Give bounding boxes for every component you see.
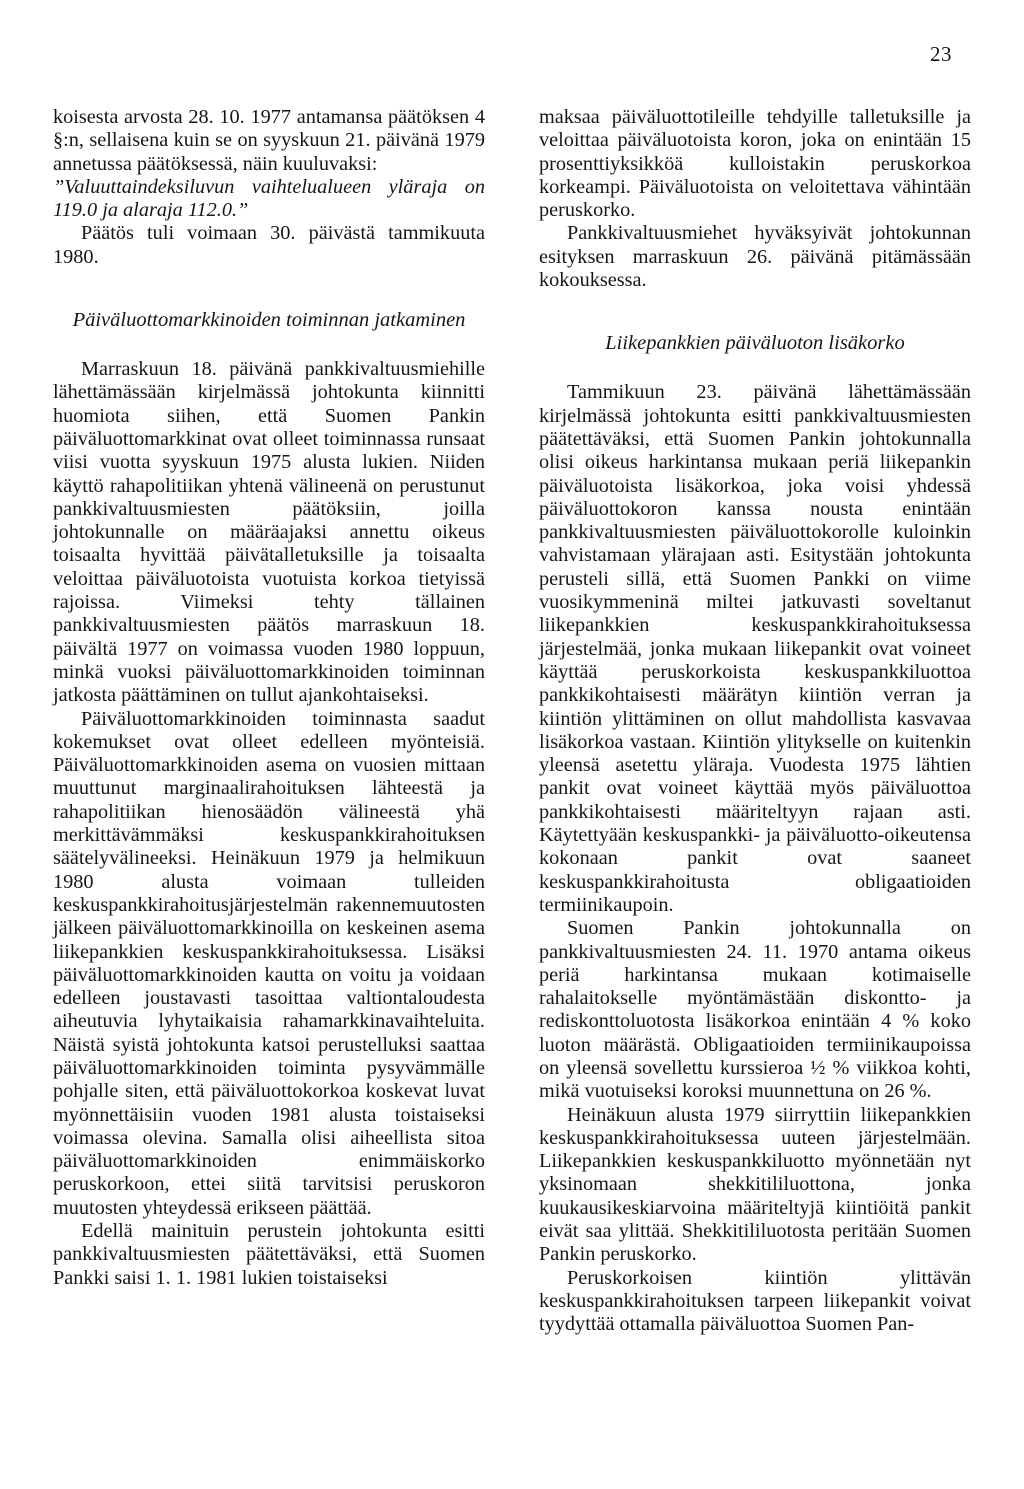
right-column — [539, 106, 971, 1337]
right-intro-paragraph-2: Pankkivaltuusmiehet hyväksyivät johtokunnan esityksen marraskuun 26. päivänä pitämässään kokouksessa. — [539, 222, 971, 292]
left-intro-paragraph: koisesta arvosta 28. 10. 1977 antamansa päätöksen 4 §:n, sellaisena kuin se on syyskuun 21. päivänä 1979 annetussa päätöksessä, näin kuuluvaksi: — [53, 106, 485, 175]
section-heading-left: Päiväluottomarkkinoiden toiminnan jatkaminen — [72, 309, 466, 332]
left-column — [53, 106, 485, 1290]
left-intro-quote: ”Valuuttaindeksiluvun vaihtelualueen yläraja on 119.0 ja alaraja 112.0.” — [53, 175, 485, 222]
right-section-paragraph-2: Suomen Pankin johtokunnalla on pankkivaltuusmiesten 24. 11. 1970 antama oikeus periä harkintansa mukaan kotimaiselle rahalaitokselle myöntämästään diskontto- ja rediskonttoluotosta lisäkorkoa enintään 4 % koko luoton määrästä. Obligaatioiden termiinikaupoissa on yleensä sovellettu kurssieroa ½ % viikkoa kohti, mikä vuotuiseksi koroksi muunnettuna on 26 %. — [539, 917, 971, 1103]
section-heading-right: Liikepankkien päiväluoton lisäkorko — [605, 332, 905, 355]
right-intro-paragraph: maksaa päiväluottotileille tehdyille talletuksille ja veloittaa päiväluotoista koron, joka on enintään 15 prosenttiyksikköä kulloistakin peruskorkoa korkeampi. Päiväluotoista on veloitettava vähintään peruskorko. — [539, 106, 971, 222]
page-number: 23 — [930, 42, 952, 66]
right-section-paragraph-1: Tammikuun 23. päivänä lähettämässään kirjelmässä johtokunta esitti pankkivaltuusmiesten päätettäväksi, että Suomen Pankin johtokunnalla olisi oikeus harkintansa mukaan periä liikepankin päiväluotoista lisäkorkoa, joka voisi yhdessä päiväluottokoron kanssa nousta enintään pankkivaltuusmiesten päiväluottokorolle kuloinkin vahvistamaan ylärajaan asti. Esitystään johtokunta perusteli sillä, että Suomen Pankki on viime vuosikymmeninä miltei jatkuvasti soveltanut liikepankkien keskuspankkirahoituksessa järjestelmää, jonka mukaan liikepankit ovat voineet käyttää peruskorkoista keskuspankkiluottoa pankkikohtaisesti määrätyn kiintiön verran ja kiintiön ylittäminen on ollut mahdollista kasvavaa lisäkorkoa vastaan. Kiintiön ylitykselle on kuitenkin yleensä asetettu yläraja. Vuodesta 1975 lähtien pankit ovat voineet käyttää myös päiväluottoa pankkikohtaisesti määriteltyyn rajaan asti. Käytettyään keskuspankki- ja päiväluotto-oikeutensa kokonaan pankit ovat saaneet keskuspankkirahoitusta obligaatioiden termiinikaupoin. — [539, 381, 971, 916]
right-section — [539, 331, 971, 1336]
right-section-paragraph-4: Peruskorkoisen kiintiön ylittävän keskuspankkirahoituksen tarpeen liikepankit voivat tyydyttää ottamalla päiväluottoa Suomen Pan- — [539, 1266, 971, 1336]
left-section — [53, 308, 485, 1290]
left-section-paragraph-2: Päiväluottomarkkinoiden toiminnasta saadut kokemukset ovat olleet edelleen myönteisiä. Päiväluottomarkkinoiden asema on vuosien mittaan muuttunut marginaalirahoituksen lähteestä ja rahapolitiikan hienosäädön välineestä yhä merkittävämmäksi keskuspankkirahoituksen säätelyvälineeksi. Heinäkuun 1979 ja helmikuun 1980 alusta voimaan tulleiden keskuspankkirahoitusjärjestelmän rakennemuutosten jälkeen päiväluottomarkkinoilla on keskeinen asema liikepankkien keskuspankkirahoituksessa. Lisäksi päiväluottomarkkinoiden kautta on voitu ja voidaan edelleen joustavasti tasoittaa valtiontaloudesta aiheutuvia lyhytaikaisia rahamarkkinavaihteluita. Näistä syistä johtokunta katsoi perustelluksi saattaa päiväluottomarkkinoiden toiminta pysyvämmälle pohjalle siten, että päiväluottokorkoa koskevat luvat myönnettäisiin vuoden 1981 alusta toistaiseksi voimassa olevina. Samalla olisi aiheellista sitoa päiväluottomarkkinoiden enimmäiskorko peruskorkoon, ettei siitä tarvitsisi peruskoron muutosten yhteydessä erikseen päättää. — [53, 707, 485, 1219]
right-section-paragraph-3: Heinäkuun alusta 1979 siirryttiin liikepankkien keskuspankkirahoituksessa uuteen järjestelmään. Liikepankkien keskuspankkiluotto myönnetään nyt yksinomaan shekkitililuottona, jonka kuukausikeskiarvoina määriteltyjä kiintiöitä pankit eivät saa ylittää. Shekkitililuotosta peritään Suomen Pankin peruskorko. — [539, 1103, 971, 1266]
left-section-paragraph-1: Marraskuun 18. päivänä pankkivaltuusmiehille lähettämässään kirjelmässä johtokunta kiinnitti huomiota siihen, että Suomen Pankin päiväluottomarkkinat ovat olleet toiminnassa runsaat viisi vuotta syyskuun 1975 alusta lukien. Niiden käyttö rahapolitiikan yhtenä välineenä on perustunut pankkivaltuusmiesten päätöksiin, joilla johtokunnalle on määräajaksi annettu oikeus toisaalta hyvittää päivätalletuksille ja toisaalta veloittaa päiväluotoista vuotuista korkoa tietyissä rajoissa. Viimeksi tehty tällainen pankkivaltuusmiesten päätös marraskuun 18. päivältä 1977 on voimassa vuoden 1980 loppuun, minkä vuoksi päiväluottomarkkinoiden toiminnan jatkosta päättäminen on tullut ajankohtaiseksi. — [53, 358, 485, 707]
left-section-paragraph-3: Edellä mainituin perustein johtokunta esitti pankkivaltuusmiesten päätettäväksi, että Suomen Pankki saisi 1. 1. 1981 lukien toistaiseksi — [53, 1220, 485, 1289]
left-intro-paragraph-2: Päätös tuli voimaan 30. päivästä tammikuuta 1980. — [53, 222, 485, 268]
